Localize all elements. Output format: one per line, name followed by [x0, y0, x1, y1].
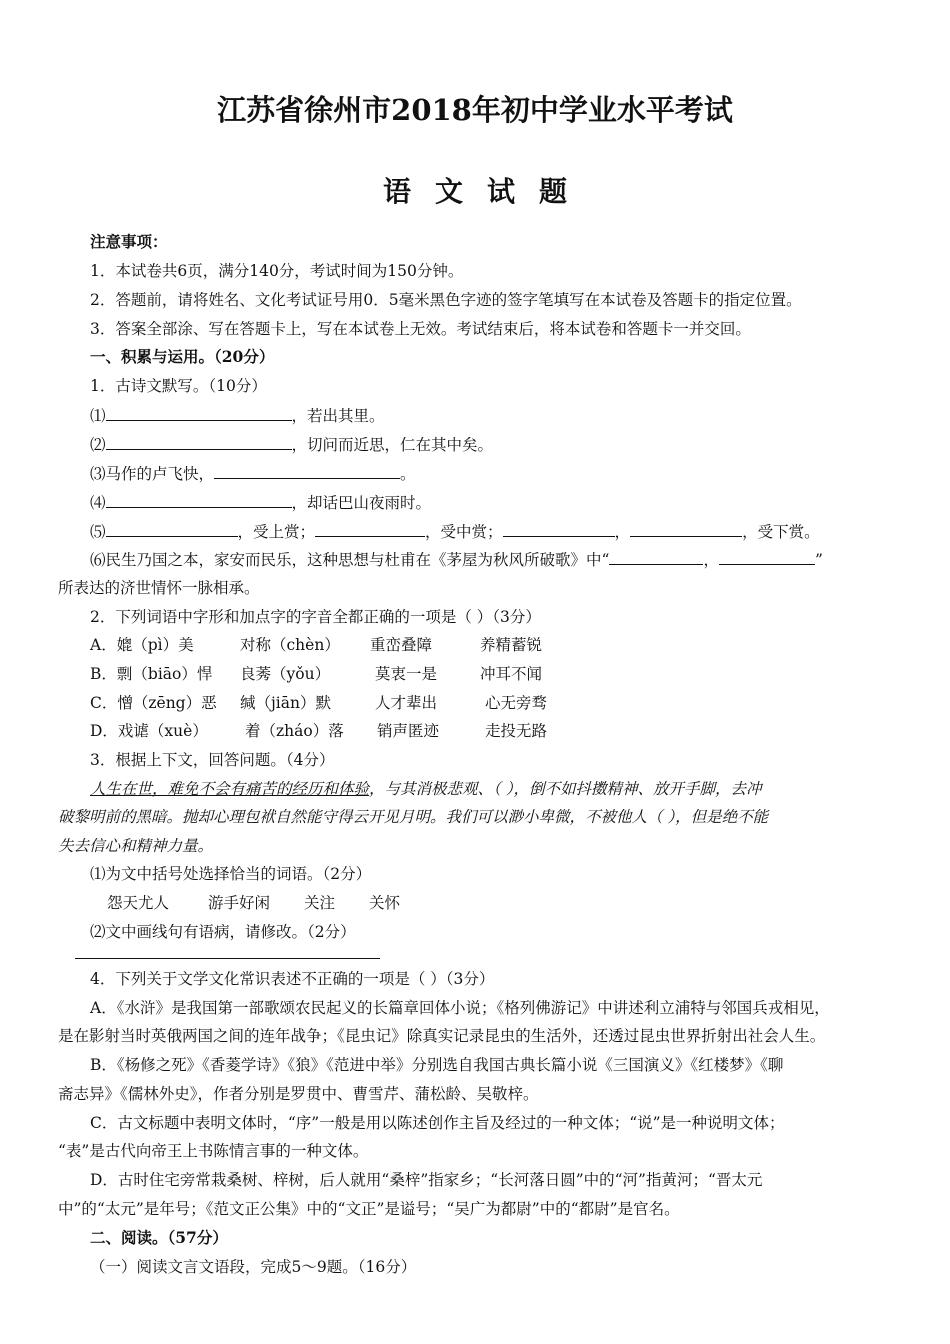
option-d-line-2: 中”的“太元”是年号；《范文正公集》中的“文正”是谥号；“吴广为都尉”中的“都尉”是官名。	[58, 1200, 680, 1218]
option-a-line-2: 是在影射当时英俄两国之间的连年战争；《昆虫记》除真实记录昆虫的生活外，还透过昆虫世界折射出社会人生。	[58, 1027, 826, 1045]
part-heading: （一）阅读文言文语段，完成5～9题。（16分）	[90, 1258, 417, 1276]
answer-blank[interactable]	[214, 463, 400, 479]
sub-question: ⑴为文中括号处选择恰当的词语。（2分）	[90, 865, 372, 883]
option-c-line-2: “表”是古代向帝王上书陈情言事的一种文体。	[58, 1142, 369, 1160]
recite-line-6-cont: 所表达的济世情怀一脉相承。	[58, 579, 260, 597]
option-b-line-1: B．《杨修之死》《香菱学诗》《狼》《范进中举》分别选自我国古典长篇小说《三国演义》《红楼梦》《聊	[90, 1056, 784, 1074]
recite-line-3: ⑶马作的卢飞快， 。	[90, 465, 416, 483]
answer-blank[interactable]	[315, 521, 425, 537]
notice-item: 2．答题前，请将姓名、文化考试证号用0．5毫米黑色字迹的签字笔填写在本试卷及答题卡的指定位置。	[90, 291, 802, 309]
answer-blank[interactable]	[630, 521, 742, 537]
question-stem: 3．根据上下文，回答问题。（4分）	[90, 751, 335, 769]
answer-blank[interactable]	[106, 434, 292, 450]
option-row-d: D．戏谑（xuè） 着（zháo）落 销声匿迹 走投无路	[90, 722, 548, 740]
question-stem: 1．古诗文默写。（10分）	[90, 377, 267, 395]
answer-line[interactable]	[75, 958, 380, 959]
exam-subtitle: 语文试题	[382, 175, 591, 208]
option-row-b: B．剽（biāo）悍 良莠（yǒu） 莫衷一是 冲耳不闻	[90, 665, 543, 683]
option-c-line-1: C．古文标题中表明文体时，“序”一般是用以陈述创作主旨及经过的一种文体；“说”是一种说明文体；	[90, 1114, 785, 1132]
notice-item: 1．本试卷共6页，满分140分，考试时间为150分钟。	[90, 262, 464, 280]
question-stem: 4．下列关于文学文化常识表述不正确的一项是（ ）（3分）	[90, 970, 495, 988]
option-b-line-2: 斋志异》《儒林外史》，作者分别是罗贯中、曹雪芹、蒲松龄、吴敬梓。	[58, 1085, 539, 1103]
notice-heading: 注意事项：	[90, 232, 168, 251]
answer-blank[interactable]	[106, 521, 238, 537]
recite-line-6: ⑹民生乃国之本，家安而民乐，这种思想与杜甫在《茅屋为秋风所破歌》中“ ， ”	[90, 551, 823, 569]
notice-item: 3．答案全部涂、写在答题卡上，写在本试卷上无效。考试结束后，将本试卷和答题卡一并交回。	[90, 320, 751, 338]
passage-line-3: 失去信心和精神力量。	[58, 837, 214, 855]
underlined-sentence: 人生在世，难免不会有痛苦的经历和体验	[90, 780, 370, 798]
recite-line-5: ⑸ ，受上赏； ，受中赏； ， ，受下赏。	[90, 523, 820, 541]
recite-line-1: ⑴ ，若出其里。	[90, 407, 385, 425]
option-a-line-1: A．《水浒》是我国第一部歌颂农民起义的长篇章回体小说；《格列佛游记》中讲述利立浦特与邻国兵戎相见，	[90, 999, 830, 1017]
section-heading: 一、积累与运用。（20分）	[90, 347, 275, 366]
option-row-a: A．媲（pì）美 对称（chèn） 重峦叠障 养精蓄锐	[90, 636, 543, 654]
answer-blank[interactable]	[106, 405, 292, 421]
answer-blank[interactable]	[503, 521, 615, 537]
question-stem: 2．下列词语中字形和加点字的字音全都正确的一项是（ ）（3分）	[90, 608, 541, 626]
option-d-line-1: D．古时住宅旁常栽桑树、梓树，后人就用“桑梓”指家乡；“长河落日圆”中的“河”指黄河；“晋太元	[90, 1171, 763, 1189]
option-row-c: C．憎（zēng）恶 缄（jiān）默 人才辈出 心无旁骛	[90, 694, 548, 712]
answer-blank[interactable]	[106, 492, 292, 508]
passage-line-1: 人生在世，难免不会有痛苦的经历和体验，与其消极悲观、（ ），倒不如抖擞精神、放开手脚，去冲	[90, 780, 762, 798]
answer-blank[interactable]	[719, 549, 815, 565]
answer-blank[interactable]	[609, 549, 703, 565]
passage-line-2: 破黎明前的黑暗。抛却心理包袱自然能守得云开见月明。我们可以渺小卑微，不被他人（ ），但是绝不能	[58, 808, 769, 826]
exam-title: 江苏省徐州市2018年初中学业水平考试	[217, 93, 733, 127]
section-heading: 二、阅读。（57分）	[90, 1228, 228, 1247]
word-choices: 怨天尤人 游手好闲 关注 关怀	[107, 894, 401, 912]
sub-question: ⑵文中画线句有语病，请修改。（2分）	[90, 923, 356, 941]
recite-line-2: ⑵ ，切问而近思，仁在其中矣。	[90, 436, 494, 454]
recite-line-4: ⑷ ，却话巴山夜雨时。	[90, 494, 432, 512]
